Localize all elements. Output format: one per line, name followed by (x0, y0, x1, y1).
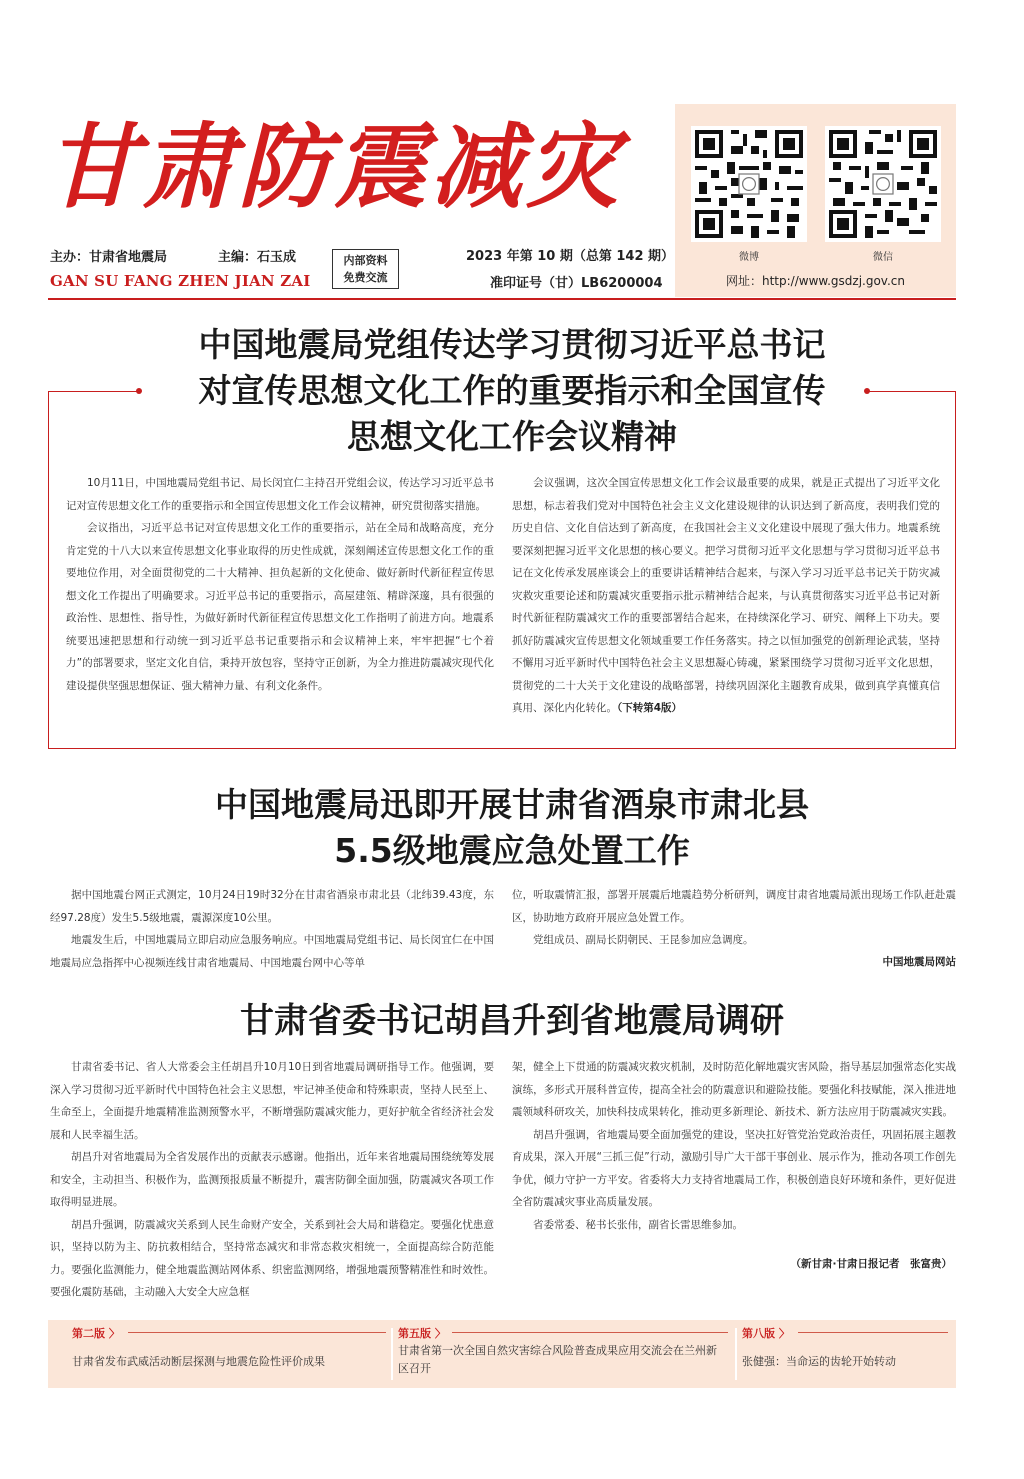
article3-right-column (512, 1056, 956, 1236)
frame-right-dot (864, 388, 870, 394)
inside-pages-teaser-bar (48, 1320, 956, 1388)
article1-title-line1: 中国地震局党组传达学习贯彻习近平总书记 (198, 325, 826, 364)
article2-title-line1: 中国地震局迅即开展甘肃省酒泉市肃北县 (215, 785, 809, 824)
issue-number: 2023 年第 10 期（总第 142 期） (466, 249, 675, 264)
teaser-divider (735, 1328, 737, 1380)
article1-title-line2: 对宣传思想文化工作的重要指示和全国宣传 (198, 371, 826, 410)
article3-left-column (50, 1056, 494, 1304)
qr-code-panel (675, 104, 956, 297)
teaser-headline: 甘肃省第一次全国自然灾害综合风险普查成果应用交流会在兰州新区召开 (398, 1344, 717, 1375)
teaser-headline: 甘肃省发布武威活动断层探测与地震危险性评价成果 (72, 1355, 325, 1368)
article3-byline: （新甘肃·甘肃日报记者 张富贵） (790, 1258, 952, 1270)
wechat-qr-code-icon[interactable] (825, 126, 941, 242)
article1-paragraph: 10月11日，中国地震局党组书记、局长闵宜仁主持召开党组会议，传达学习习近平总书记对宣传思想文化工作的重要指示和全国宣传思想文化工作会议精神，研究贯彻落实措施。 (66, 477, 494, 512)
article2-headline[interactable] (0, 782, 1024, 874)
masthead-title: 甘肃防震减灾 (46, 113, 623, 221)
article2-left-column (50, 884, 494, 974)
teaser-page-label: 第八版 〉 (742, 1327, 790, 1340)
teaser-divider (391, 1328, 393, 1380)
article3-paragraph: 省委常委、秘书长张伟，副省长雷思维参加。 (533, 1218, 743, 1231)
teaser-rule (798, 1332, 948, 1333)
wechat-label: 微信 (873, 252, 893, 263)
article1-right-text: 会议强调，这次全国宣传思想文化工作会议最重要的成果，就是正式提出了习近平文化思想，标志着我们党对中国特色社会主义文化建设规律的认识达到了新高度，表明我们党的历史自信、文化自信达到了新高度，在我国社会主义文化建设中展现了强大伟力。地震系统要深刻把握习近平文化思想的核心要义。把学习贯彻习近平文化思想与学习贯彻习近平总书记在文化传承发展座谈会上的重要讲话精神结合起来，与深入学习习近平总书记关于防灾减灾救灾重要论述和防震减灾重要指示批示精神结合起来，与认真贯彻落实习近平总书记对新时代新征程防震减灾工作的重要部署结合起来，在持续深化学习、研究、阐释上下功夫。要抓好防震减灾宣传思想文化领域重要工作任务落实。持之以恒加强党的创新理论武装，坚持不懈用习近平新时代中国特色社会主义思想凝心铸魂，紧紧围绕学习贯彻习近平文化思想，贯彻党的二十大关于文化建设的战略部署，持续巩固深化主题教育成果，做到真学真懂真信真用、深化内化转化。 (512, 477, 940, 714)
teaser-rule (128, 1332, 386, 1333)
frame-left-dot (136, 388, 142, 394)
article3-headline[interactable]: 甘肃省委书记胡昌升到省地震局调研 (240, 1001, 784, 1041)
stamp-line-1: 内部资料 (343, 254, 388, 267)
weibo-qr-code-icon[interactable] (691, 126, 807, 242)
header-divider (48, 298, 956, 300)
frame-top-right-rule (866, 391, 956, 392)
teaser-page-2[interactable] (48, 1320, 390, 1388)
article1-paragraph: 会议指出，习近平总书记对宣传思想文化工作的重要指示，站在全局和战略高度，充分肯定党的十八大以来宣传思想文化事业取得的历史性成就，深刻阐述宣传思想文化工作的重要地位作用，对全面贯彻党的二十大精神、担负起新的文化使命、做好新时代新征程宣传思想文化工作提出了明确要求。习近平总书记的重要指示，高屋建瓴、精辟深邃，具有很强的政治性、思想性、指导性，为做好新时代新征程宣传思想文化工作指明了前进方向。地震系统要迅速把思想和行动统一到习近平总书记重要指示和会议精神上来，牢牢把握“七个着力”的部署要求，坚定文化自信，秉持开放包容，坚持守正创新，为全力推进防震减灾现代化建设提供坚强思想保证、强大精神力量、有利文化条件。 (66, 522, 494, 692)
article3-paragraph: 胡昌升强调，防震减灾关系到人民生命财产安全，关系到社会大局和谐稳定。要强化忧患意识，坚持以防为主、防抗救相结合，坚持常态减灾和非常态救灾相统一，全面提高综合防范能力。要强化监测能力，健全地震监测站网体系、织密监测网络，增强地震预警精准性和时效性。要强化震防基础，主动融入大安全大应急框 (50, 1218, 494, 1298)
weibo-label: 微博 (739, 252, 759, 263)
article1-left-column (66, 472, 494, 697)
article2-paragraph: 据中国地震台网正式测定，10月24日19时32分在甘肃省酒泉市肃北县（北纬39.43度，东经97.28度）发生5.5级地震，震源深度10公里。 (50, 889, 494, 924)
chief-editor: 主编：石玉成 (218, 250, 297, 265)
article2-paragraph: 地震发生后，中国地震局立即启动应急服务响应。中国地震局党组书记、局长闵宜仁在中国地震局应急指挥中心视频连线甘肃省地震局、中国地震台网中心等单 (50, 934, 494, 969)
article3-paragraph: 胡昌升强调，省地震局要全面加强党的建设，坚决扛好管党治党政治责任，巩固拓展主题教育成果，深入开展“三抓三促”行动，激励引导广大干部干事创业、展示作为，推动各项工作创先争优，倾力守护一方平安。省委将大力支持省地震局工作，积极创造良好环境和条件，更好促进全省防震减灾事业高质量发展。 (512, 1128, 956, 1208)
stamp-line-2: 免费交流 (343, 271, 388, 284)
teaser-page-8[interactable] (738, 1320, 956, 1388)
article3-paragraph: 胡昌升对省地震局为全省发展作出的贡献表示感谢。他指出，近年来省地震局围绕统筹发展和安全，主动担当、积极作为，监测预报质量不断提升，震害防御全面加强，防震减灾各项工作取得明显进展。 (50, 1151, 494, 1208)
teaser-page-label: 第二版 〉 (72, 1327, 120, 1340)
article1-paragraph (512, 472, 940, 720)
article2-title-line2: 5.5级地震应急处置工作 (334, 831, 690, 870)
article2-paragraph: 党组成员、副局长阴朝民、王昆参加应急调度。 (533, 934, 754, 946)
article2-source: 中国地震局网站 (882, 956, 956, 968)
article2-paragraph: 位，听取震情汇报，部署开展震后地震趋势分析研判，调度甘肃省地震局派出现场工作队赶赴震区，协助地方政府开展应急处置工作。 (512, 889, 956, 924)
masthead-pinyin: GAN SU FANG ZHEN JIAN ZAI (50, 272, 311, 290)
print-permit-number: 准印证号（甘）LB6200004 (490, 276, 663, 291)
article2-right-column (512, 884, 956, 952)
teaser-page-label: 第五版 〉 (398, 1327, 446, 1340)
teaser-rule (452, 1332, 728, 1333)
article3-paragraph: 甘肃省委书记、省人大常委会主任胡昌升10月10日到省地震局调研指导工作。他强调，要深入学习贯彻习近平新时代中国特色社会主义思想，牢记神圣使命和特殊职责，坚持人民至上、生命至上，全面提升地震精准监测预警水平，不断增强防震减灾能力，更好护航全省经济社会发展和人民幸福生活。 (50, 1061, 494, 1141)
article1-right-column (512, 472, 940, 720)
teaser-page-5[interactable] (394, 1320, 734, 1388)
article1-title-line3: 思想文化工作会议精神 (347, 417, 677, 456)
continued-on-page-4-link[interactable]: （下转第4版） (617, 702, 683, 714)
teaser-headline: 张健强：当命运的齿轮开始转动 (742, 1355, 896, 1368)
website-link[interactable]: 网址：http://www.gsdzj.gov.cn (726, 274, 905, 288)
article3-paragraph: 架，健全上下贯通的防震减灾救灾机制，及时防范化解地震灾害风险，指导基层加强常态化实战演练，多形式开展科普宣传，提高全社会的防震意识和避险技能。要强化科技赋能，深入推进地震领域科研攻关，加快科技成果转化，推动更多新理论、新技术、新方法应用于防震减灾实践。 (512, 1061, 956, 1118)
internal-material-stamp (332, 249, 399, 289)
frame-top-left-rule (48, 391, 138, 392)
host-organization: 主办：甘肃省地震局 (50, 250, 168, 265)
